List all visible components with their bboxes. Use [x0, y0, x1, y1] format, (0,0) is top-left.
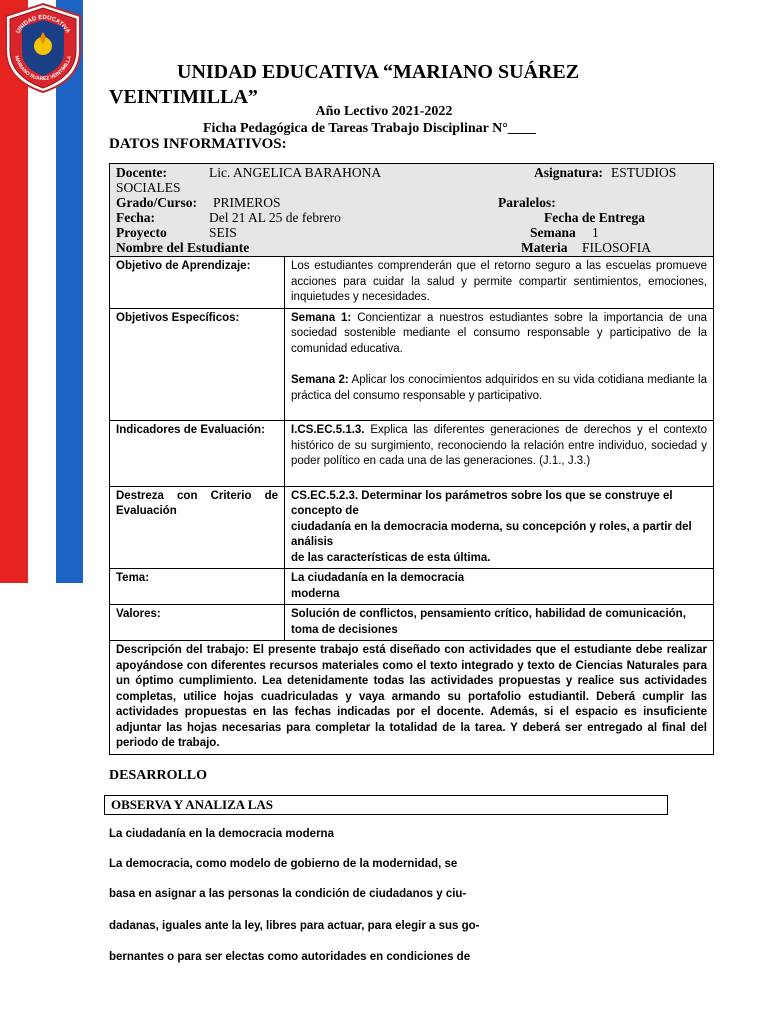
destreza-line-3: de las características de esta última. — [291, 551, 491, 564]
table-row — [110, 641, 714, 755]
docente-value: Lic. ANGELICA BARAHONA — [209, 165, 382, 180]
indicadores-code: I.CS.EC.5.1.3. — [291, 424, 365, 436]
school-seal-logo — [2, 2, 84, 94]
materia-value: FILOSOFIA — [582, 240, 652, 255]
asignatura-label: Asignatura: — [534, 165, 604, 180]
asignatura-value: ESTUDIOS — [611, 165, 677, 180]
tema-line-2: moderna — [291, 587, 340, 600]
asignatura-value-cont: SOCIALES — [116, 180, 181, 195]
tema-value — [285, 569, 714, 605]
valores-label: Valores: — [110, 605, 285, 641]
semana2-label: Semana 2: — [291, 374, 349, 386]
docente-label: Docente: — [116, 165, 167, 180]
table-row — [110, 569, 714, 605]
grado-label: Grado/Curso: — [116, 195, 197, 210]
body-line: La democracia, como modelo de gobierno de la modernidad, se — [109, 858, 458, 870]
semana1-text: Concientizar a nuestros estudiantes sobre la importancia de una sociedad sostenible mediante el consumo responsable y participativo de la comunidad educativa. — [291, 311, 707, 355]
body-line: bernantes o para ser electas como autoridades en condiciones de — [109, 951, 471, 963]
page-title — [109, 60, 669, 110]
seal-bottom-text: MARIANO SUAREZ VEINTIMILLA — [13, 55, 73, 83]
descripcion-label: Descripción del trabajo: — [116, 644, 249, 656]
school-year: Año Lectivo 2021-2022 — [315, 104, 453, 119]
body-line: dadanas, iguales ante la ley, libres para actuar, para elegir a sus go- — [109, 920, 480, 932]
body-line: La ciudadanía en la democracia moderna — [109, 828, 334, 840]
semana2-text: Aplicar los conocimientos adquiridos en su vida cotidiana mediante la práctica del consumo responsable y participativo. — [291, 374, 707, 402]
semana-value: 1 — [592, 225, 599, 240]
table-row — [110, 486, 714, 569]
table-row — [110, 605, 714, 641]
desarrollo-heading: DESARROLLO — [109, 768, 208, 783]
ficha-table — [109, 256, 714, 755]
seal-top-text: UNIDAD EDUCATIVA — [15, 14, 71, 35]
descripcion-cell — [110, 641, 714, 755]
tema-label: Tema: — [110, 569, 285, 605]
destreza-label: Destreza con Criterio de Evaluación — [110, 486, 285, 569]
body-line: basa en asignar a las personas la condición de ciudadanos y ciu- — [109, 888, 467, 900]
indicadores-value — [285, 421, 714, 487]
title-line-2: VEINTIMILLA” — [109, 86, 258, 108]
title-line-1: UNIDAD EDUCATIVA “MARIANO SUÁREZ — [177, 61, 580, 83]
semana-label: Semana — [530, 225, 576, 240]
datos-heading: DATOS INFORMATIVOS: — [109, 136, 287, 152]
fecha-entrega-label: Fecha de Entrega — [544, 210, 645, 225]
objetivo-value: Los estudiantes comprenderán que el retorno seguro a las escuelas promueve acciones para cuidar la salud y permite compartir sentimientos, emociones, inquietudes y necesidades. — [285, 257, 714, 309]
semana1-label: Semana 1: — [291, 311, 352, 324]
valores-value: Solución de conflictos, pensamiento crítico, habilidad de comunicación, toma de decisiones — [285, 605, 714, 641]
especificos-value — [285, 308, 714, 421]
indicadores-text: Explica las diferentes generaciones de derechos y el contexto histórico de su surgimiento, reconociendo la relación entre individuo, sociedad y poder político en cada una de las generaciones. (J.1., J.3.) — [291, 424, 707, 467]
proyecto-label: Proyecto — [116, 225, 167, 240]
destreza-line-1: CS.EC.5.2.3. Determinar los parámetros sobre los que se construye el concepto de — [291, 489, 673, 517]
fecha-label: Fecha: — [116, 210, 155, 225]
info-header-box — [109, 163, 714, 257]
indicadores-label: Indicadores de Evaluación: — [110, 421, 285, 487]
especificos-label: Objetivos Específicos: — [110, 308, 285, 421]
materia-label: Materia — [521, 240, 568, 255]
destreza-line-2: ciudadanía en la democracia moderna, su concepción y roles, a partir del análisis — [291, 520, 692, 548]
fecha-value: Del 21 AL 25 de febrero — [209, 210, 341, 225]
observa-box: OBSERVA Y ANALIZA LAS — [104, 795, 668, 815]
grado-value: PRIMEROS — [213, 195, 281, 210]
table-row — [110, 421, 714, 487]
table-row — [110, 257, 714, 309]
paralelos-label: Paralelos: — [498, 195, 556, 210]
destreza-value — [285, 486, 714, 569]
table-row — [110, 308, 714, 421]
descripcion-text: El presente trabajo está diseñado con actividades que el estudiante debe realizar apoyándose con diferentes recursos materiales como el texto integrado y texto de Ciencias Naturales para un óptimo cumplimiento. Lea detenidamente todas las actividades propuestas y realice sus actividades completas, utilice hojas cuadriculadas y vaya armando su portafolio estudiantil. Deberá cumplir las actividades propuestas en las fechas indicadas por el docente. Además, si el espacio es insuficiente adjuntar las hojas necesarias para completar la totalidad de la tarea. Y deberá ser entregado al final del periodo de trabajo. — [116, 644, 707, 749]
proyecto-value: SEIS — [209, 225, 237, 240]
tema-line-1: La ciudadanía en la democracia — [291, 572, 465, 584]
ficha-title: Ficha Pedagógica de Tareas Trabajo Disciplinar N°____ — [203, 121, 536, 136]
objetivo-label: Objetivo de Aprendizaje: — [110, 257, 285, 309]
estudiante-label: Nombre del Estudiante — [116, 240, 250, 255]
